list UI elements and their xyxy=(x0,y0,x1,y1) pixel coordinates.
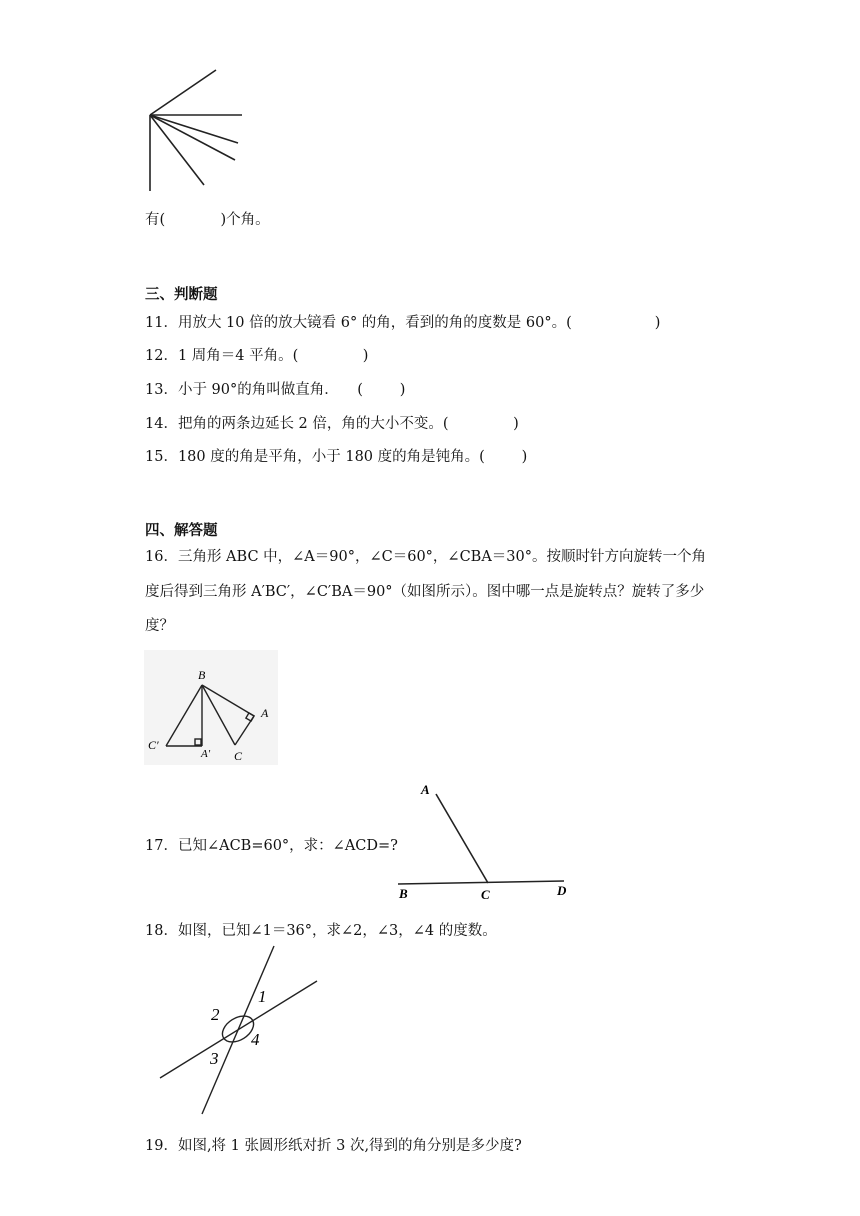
question-14: 14．把角的两条边延长 2 倍，角的大小不变。( ) xyxy=(145,416,519,432)
q18-label-2: 2 xyxy=(211,1005,220,1024)
question-16-line3: 度？ xyxy=(145,618,174,634)
q16-label-aprime: A′ xyxy=(201,748,211,760)
top-question-text: 有( )个角。 xyxy=(145,212,270,228)
q16-label-b: B xyxy=(198,668,206,682)
q16-label-c: C xyxy=(234,749,243,763)
question-16-line2: 度后得到三角形 A′BC′，∠C′BA＝90°（如图所示）。图中哪一点是旋转点？旋转了多少 xyxy=(145,584,705,600)
section4-title: 四、解答题 xyxy=(145,523,218,539)
section3-title: 三、判断题 xyxy=(145,287,218,303)
q17-angle-figure xyxy=(392,780,572,902)
question-19: 19．如图,将 1 张圆形纸对折 3 次,得到的角分别是多少度? xyxy=(145,1138,522,1154)
question-16-line1: 16．三角形 ABC 中，∠A＝90°，∠C＝60°，∠CBA＝30°。按顺时针方向旋转一个角 xyxy=(145,549,706,565)
q18-label-3: 3 xyxy=(210,1049,219,1068)
q17-label-d: D xyxy=(557,883,567,898)
q16-triangle-figure xyxy=(144,650,278,765)
q17-label-b: B xyxy=(399,886,408,901)
q18-label-1: 1 xyxy=(258,987,267,1006)
q18-intersecting-lines-figure xyxy=(150,940,330,1120)
q18-label-4: 4 xyxy=(251,1030,260,1049)
question-15: 15．180 度的角是平角，小于 180 度的角是钝角。( ) xyxy=(145,449,528,465)
question-17: 17．已知∠ACB=60°，求：∠ACD=? xyxy=(145,838,398,854)
q17-label-c: C xyxy=(481,887,490,902)
question-13: 13．小于 90°的角叫做直角． ( ) xyxy=(145,382,406,398)
rays-figure xyxy=(140,65,250,195)
question-12: 12．1 周角＝4 平角。( ) xyxy=(145,348,369,364)
question-11: 11．用放大 10 倍的放大镜看 6° 的角，看到的角的度数是 60°。( ) xyxy=(145,315,661,331)
q16-label-cprime: C′ xyxy=(148,738,159,752)
q16-label-a: A xyxy=(261,706,269,720)
q17-label-a: A xyxy=(421,782,430,797)
question-18: 18．如图，已知∠1＝36°，求∠2，∠3，∠4 的度数。 xyxy=(145,923,497,939)
